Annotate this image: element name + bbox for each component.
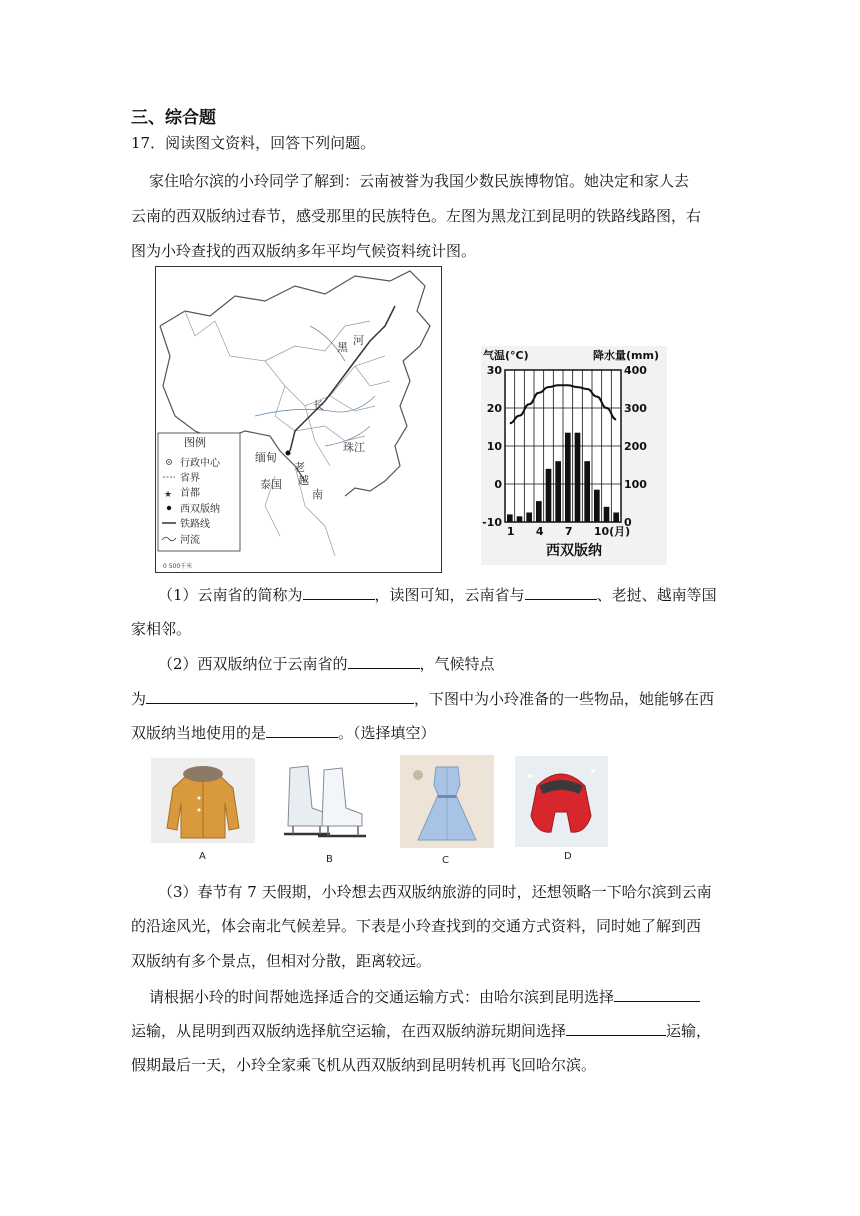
precipitation-bar [507, 514, 513, 522]
q1-text-b: ，读图可知，云南省与 [374, 586, 525, 604]
map-label: 越 [298, 474, 309, 487]
answer-blank-abbreviation[interactable] [303, 584, 375, 600]
q3-para2-line-2 [131, 1020, 711, 1041]
q3-text-b: 运输，从昆明到西双版纳选择航空运输，在西双版纳游玩期间选择 [131, 1022, 567, 1040]
legend-item: 省界 [180, 473, 200, 484]
q3-line-2: 的沿途风光，体会南北气候差异。下表是小玲查找到的交通方式资料，同时她了解到西 [131, 917, 702, 935]
section-title: 三、综合题 [131, 108, 216, 128]
q3-line-1: （3）春节有 7 天假期，小玲想去西双版纳旅游的同时，还想领略一下哈尔滨到云南 [158, 883, 712, 901]
map-label: 泰国 [260, 478, 282, 491]
q2-text-a: （2）西双版纳位于云南省的 [158, 655, 348, 673]
option-label-b: B [326, 854, 333, 865]
option-c-dress-image[interactable] [400, 755, 494, 848]
capital-star-icon: ★ [164, 490, 173, 500]
y-left-tick: 20 [486, 402, 502, 415]
q3-para2-line-1 [149, 986, 700, 1007]
q2-line-2 [131, 688, 714, 709]
answer-blank-neighbor[interactable] [525, 584, 597, 600]
answer-blank-transport-2[interactable] [566, 1020, 666, 1036]
precipitation-bar [546, 469, 552, 522]
precipitation-bar [613, 513, 619, 523]
x-tick: 10(月) [593, 525, 631, 538]
chart-title: 西双版纳 [546, 543, 602, 559]
precipitation-bar [575, 433, 581, 522]
legend-item: 行政中心 [180, 458, 220, 469]
y-right-tick: 300 [624, 402, 647, 415]
q3-text-a: 请根据小玲的时间帮她选择适合的交通运输方式：由哈尔滨到昆明选择 [149, 988, 615, 1006]
question-number: 17． [131, 134, 166, 152]
answer-blank-location[interactable] [348, 653, 420, 669]
q3-line-3: 双版纳有多个景点，但相对分散，距离较远。 [131, 952, 432, 970]
intro-line-3: 图为小玲查找的西双版纳多年平均气候资料统计图。 [131, 242, 477, 260]
q1-text-c: 、老挝、越南等国 [596, 586, 717, 604]
y-right-tick: 0 [624, 516, 632, 529]
x-tick: 4 [535, 525, 544, 538]
precipitation-bar [604, 507, 610, 522]
y-left-tick: -10 [482, 516, 502, 529]
q2-text-d: ，下图中为小玲准备的一些物品，她能够在西 [414, 690, 715, 708]
y-left-tick: 0 [494, 478, 502, 491]
chart-ylabel-right: 降水量(mm) [593, 349, 659, 362]
precipitation-bar [565, 433, 571, 522]
legend-item: 首都 [180, 488, 200, 499]
map-label: 珠江 [343, 441, 365, 454]
legend-item: 铁路线 [180, 519, 210, 530]
map-label: 河 [353, 334, 364, 347]
q1-line-2: 家相邻。 [131, 620, 192, 638]
intro-line-1: 家住哈尔滨的小玲同学了解到：云南被誉为我国少数民族博物馆。她决定和家人去 [149, 172, 690, 190]
precipitation-bar [517, 516, 523, 522]
railway-map [155, 266, 442, 573]
map-legend [158, 433, 240, 551]
map-scale: 0 500千米 [163, 563, 193, 570]
answer-blank-transport-1[interactable] [614, 986, 700, 1002]
map-label: 缅甸 [255, 451, 277, 464]
question-header [131, 133, 375, 153]
x-tick: 1 [506, 525, 515, 538]
legend-title: 图例 [184, 436, 206, 449]
option-a-coat-image[interactable] [151, 758, 255, 843]
map-label: 南 [312, 488, 323, 501]
q3-text-c: 运输， [666, 1022, 712, 1040]
q1-line-1 [158, 584, 717, 605]
intro-line-2: 云南的西双版纳过春节，感受那里的民族特色。左图为黑龙江到昆明的铁路线路图，右 [131, 207, 702, 225]
option-label-c: C [442, 855, 449, 866]
q1-text-a: （1）云南省的简称为 [158, 586, 303, 604]
precipitation-bar [555, 461, 561, 522]
option-d-hat-image[interactable] [515, 756, 608, 847]
q2-text-f: 。（选择填空） [338, 724, 436, 742]
precipitation-bar [584, 461, 590, 522]
q2-text-b: ，气候特点 [419, 655, 495, 673]
precipitation-bar [536, 501, 542, 522]
legend-item: 西双版纳 [180, 504, 220, 515]
y-right-tick: 200 [624, 440, 647, 453]
precipitation-bar [594, 490, 600, 522]
option-b-skates-image[interactable] [278, 758, 371, 843]
q2-line-3 [131, 722, 436, 743]
answer-blank-climate[interactable] [146, 688, 414, 704]
precipitation-bar [526, 513, 532, 523]
y-left-tick: 10 [486, 440, 502, 453]
y-right-tick: 400 [624, 364, 647, 377]
chart-ylabel-left: 气温(°C) [483, 349, 529, 362]
map-label: 长 [313, 399, 324, 412]
x-tick: 7 [564, 525, 573, 538]
y-left-tick: 30 [486, 364, 502, 377]
question-instruction: 阅读图文资料，回答下列问题。 [165, 134, 376, 152]
q2-line-1 [158, 653, 495, 674]
q2-text-c: 为 [131, 690, 147, 708]
option-label-d: D [564, 851, 572, 862]
dot-icon [167, 506, 171, 510]
q2-text-e: 双版纳当地使用的是 [131, 724, 267, 742]
legend-item: 河流 [180, 535, 200, 546]
option-label-a: A [199, 851, 206, 862]
xishuangbanna-marker [286, 451, 291, 456]
climate-chart [481, 346, 667, 565]
map-label: 老 [294, 461, 305, 474]
map-label: 黑 [337, 341, 348, 354]
q3-para2-line-3: 假期最后一天，小玲全家乘飞机从西双版纳到昆明转机再飞回哈尔滨。 [131, 1056, 597, 1074]
y-right-tick: 100 [624, 478, 647, 491]
answer-blank-option[interactable] [266, 722, 338, 738]
